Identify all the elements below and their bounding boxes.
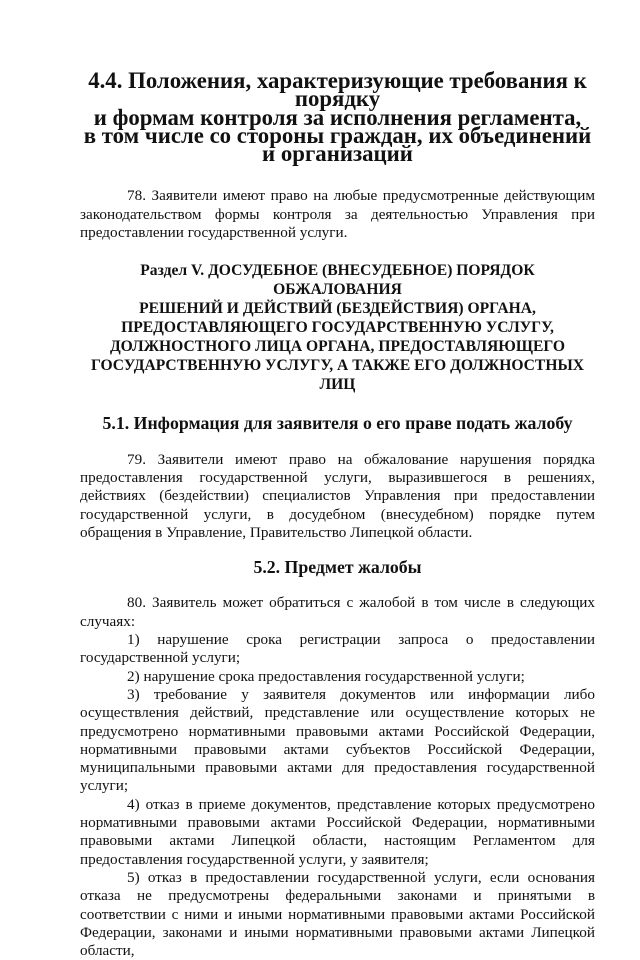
document-content — [80, 68, 595, 960]
heading-line: и формам контроля за исполнения регламента, — [93, 104, 582, 130]
list-item-4: 4) отказ в приеме документов, представление которых предусмотрено нормативными правовыми актами Российской Федерации, нормативными правовыми актами Липецкой области, настоящим Регламентом для предоставления государственной услуги, у заявителя; — [80, 795, 595, 868]
list-item-1: 1) нарушение срока регистрации запроса о предоставлении государственной услуги; — [80, 631, 595, 667]
heading-line: ДОЛЖНОСТНОГО ЛИЦА ОРГАНА, ПРЕДОСТАВЛЯЮЩЕГО — [109, 338, 566, 356]
heading-line: РЕШЕНИЙ И ДЕЙСТВИЙ (БЕЗДЕЙСТВИЯ) ОРГАНА, — [139, 300, 536, 318]
heading-section-v — [80, 261, 595, 394]
heading-line: ПРЕДОСТАВЛЯЮЩЕГО ГОСУДАРСТВЕННУЮ УСЛУГУ, — [121, 319, 554, 337]
paragraph-79: 79. Заявители имеют право на обжалование нарушения порядка предоставления государственной услуги, выразившегося в решениях, действиях (бездействии) специалистов Управления при предоставлении государственной услуги, в досудебном (внесудебном) порядке путем обращения в Управление, Правительство Липецкой области. — [80, 450, 595, 541]
heading-line: ГОСУДАРСТВЕННУЮ УСЛУГУ, А ТАКЖЕ ЕГО ДОЛЖНОСТНЫХ — [90, 357, 585, 375]
list-item-3: 3) требование у заявителя документов или информации либо осуществления действий, представление или осуществление которых не предусмотрено нормативными правовыми актами Российской Федерации, нормативными правовыми актами субъектов Российской Федерации, муниципальными правовыми актами для предоставления государственной услуги; — [80, 685, 595, 795]
paragraph-78: 78. Заявители имеют право на любые предусмотренные действующим законодательством формы контроля за деятельностью Управления при предоставлении государственной услуги. — [80, 187, 595, 242]
heading-section-4-4 — [80, 68, 595, 167]
list-item-5: 5) отказ в предоставлении государственной услуги, если основания отказа не предусмотрены федеральными законами и принятыми в соответствии с ними и иными нормативными правовыми актами Российской Федерации, законами и иными нормативными правовыми актами Липецкой области, — [80, 868, 595, 960]
heading-line: ЛИЦ — [319, 376, 356, 394]
heading-line: Раздел V. ДОСУДЕБНОЕ (ВНЕСУДЕБНОЕ) ПОРЯДОК ОБЖАЛОВАНИЯ — [140, 262, 535, 299]
heading-line: 4.4. Положения, характеризующие требования к порядку — [88, 68, 587, 112]
heading-section-5-2: 5.2. Предмет жалобы — [253, 557, 422, 578]
heading-line: в том числе со стороны граждан, их объединений и организаций — [83, 122, 592, 167]
heading-section-5-1: 5.1. Информация для заявителя о его праве подать жалобу — [102, 413, 573, 434]
paragraph-80: 80. Заявитель может обратиться с жалобой в том числе в следующих случаях: — [80, 594, 595, 630]
list-item-2: 2) нарушение срока предоставления государственной услуги; — [127, 667, 525, 685]
